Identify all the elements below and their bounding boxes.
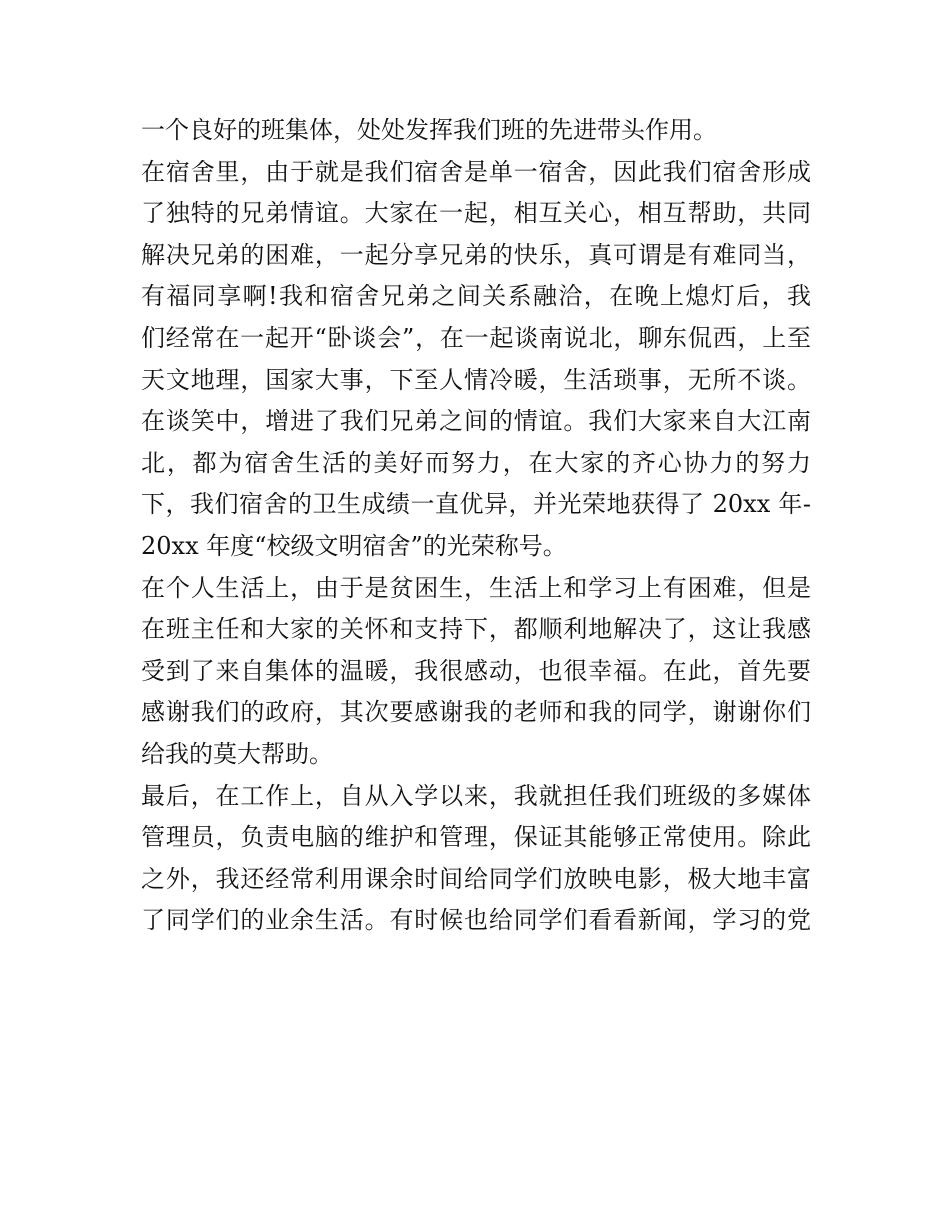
text-line: 20xx 年度“校级文明宿舍”的光荣称号。 xyxy=(141,531,567,560)
text-line: 受到了来自集体的温暖，我很感动，也很幸福。在此，首先要 xyxy=(141,656,811,685)
text-line: 下，我们宿舍的卫生成绩一直优异，并光荣地获得了 20xx 年- xyxy=(141,490,811,519)
text-line: 了同学们的业余生活。有时候也给同学们看看新闻，学习的党 xyxy=(141,906,811,935)
text-line: 最后，在工作上，自从入学以来，我就担任我们班级的多媒体 xyxy=(141,781,811,810)
text-line: 管理员，负责电脑的维护和管理，保证其能够正常使用。除此 xyxy=(141,823,811,852)
text-line: 之外，我还经常利用课余时间给同学们放映电影，极大地丰富 xyxy=(141,864,811,893)
text-line: 感谢我们的政府，其次要感谢我的老师和我的同学，谢谢你们 xyxy=(141,698,811,727)
text-line: 解决兄弟的困难，一起分享兄弟的快乐，真可谓是有难同当， xyxy=(141,240,811,269)
text-line: 有福同享啊!我和宿舍兄弟之间关系融洽，在晚上熄灯后，我 xyxy=(141,282,811,311)
body-text xyxy=(141,110,811,942)
text-line: 了独特的兄弟情谊。大家在一起，相互关心，相互帮助，共同 xyxy=(141,199,811,228)
text-line: 们经常在一起开“卧谈会”，在一起谈南说北，聊东侃西，上至 xyxy=(141,323,811,352)
text-line: 给我的莫大帮助。 xyxy=(141,739,333,768)
text-line: 在谈笑中，增进了我们兄弟之间的情谊。我们大家来自大江南 xyxy=(141,407,811,436)
text-line: 天文地理，国家大事，下至人情冷暖，生活琐事，无所不谈。 xyxy=(141,365,811,394)
text-line: 一个良好的班集体，处处发挥我们班的先进带头作用。 xyxy=(141,116,717,144)
text-line: 在班主任和大家的关怀和支持下，都顺利地解决了，这让我感 xyxy=(141,615,811,644)
text-line: 北，都为宿舍生活的美好而努力，在大家的齐心协力的努力 xyxy=(141,448,811,477)
text-line: 在个人生活上，由于是贫困生，生活上和学习上有困难，但是 xyxy=(141,573,811,602)
text-line: 在宿舍里，由于就是我们宿舍是单一宿舍，因此我们宿舍形成 xyxy=(141,157,811,186)
